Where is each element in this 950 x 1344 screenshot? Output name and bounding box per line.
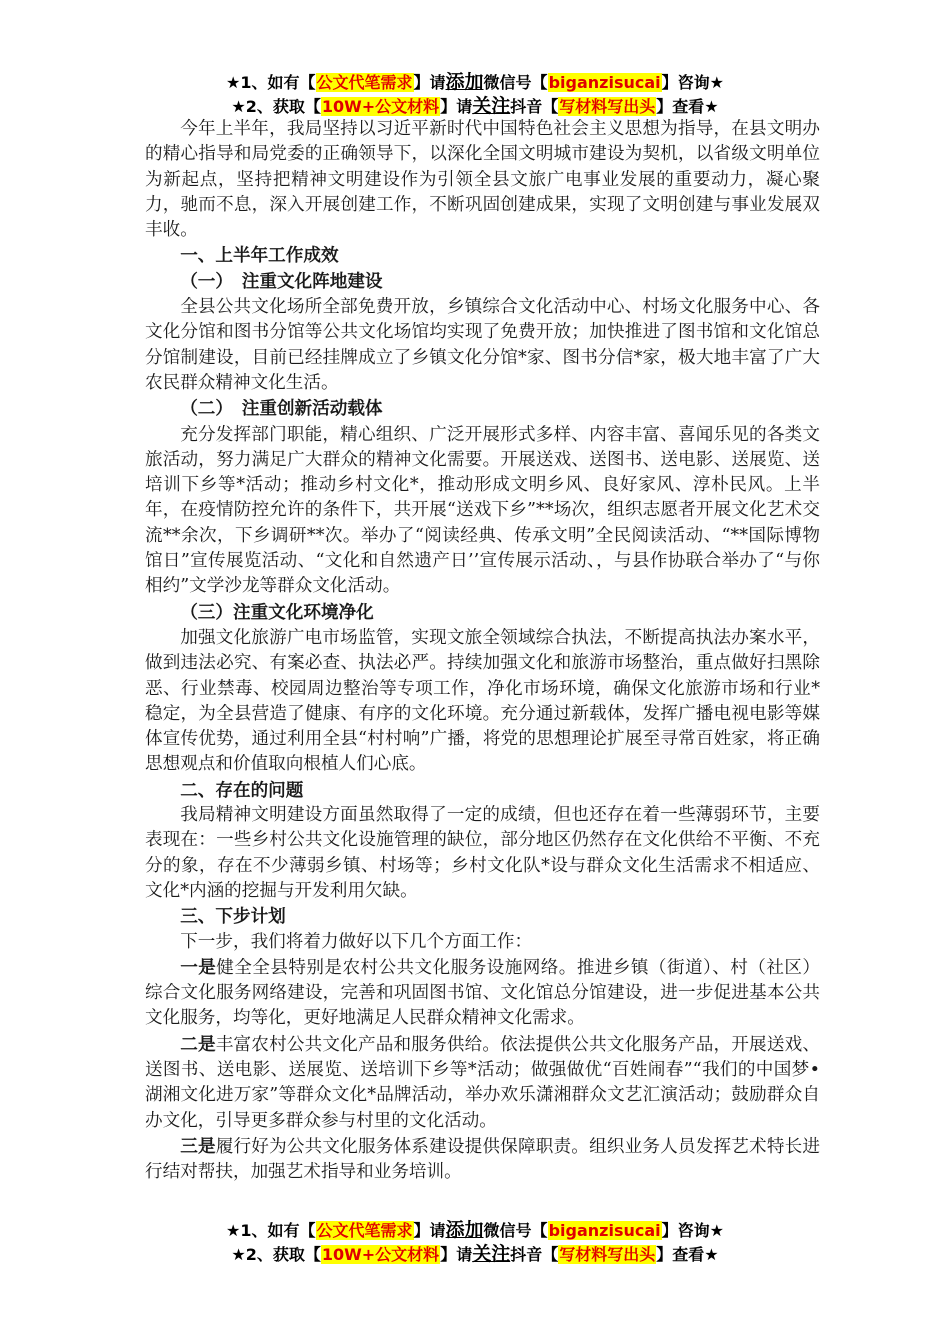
banner-text: 】请 [413,1221,446,1240]
plan-item-2 [145,1032,820,1134]
banner-text: 】请 [413,73,446,92]
section-heading-1: 一、上半年工作成效 [180,245,339,267]
banner-text: 】咨询★ [661,73,724,92]
banner-line-1 [0,1218,950,1242]
subsection-heading-1 [145,269,820,295]
paragraph-4: 我局精神文明建设方面虽然取得了一定的成绩，但也还存在着一些薄弱环节，主要表现在：一些乡村公共文化设施管理的缺位，部分地区仍然存在文化供给不平衡、不充分的象，存在不少薄弱乡镇、村场等；乡村文化队*设与群众文化生活需求不相适应、文化*内涵的挖掘与开发利用欠缺。 [145,805,820,901]
intro-paragraph: 今年上半年，我局坚持以习近平新时代中国特色社会主义思想为指导，在县文明办的精心指导和局党委的正确领导下，以深化全国文明城市建设为契机，以省级文明单位为新起点，坚持把精神文明建设作为引领全县文旅广电事业发展的重要动力，凝心聚力，驰而不息，深入开展创建工作，不断巩固创建成果，实现了文明创建与事业发展双丰收。 [145,119,820,241]
banner-text: 】咨询★ [661,1221,724,1240]
banner-line-1 [0,70,950,94]
banner-text: 】请 [440,97,473,116]
highlight-text: 10W+公文材料 [321,97,440,116]
emphasis-text: 关注 [472,95,511,117]
plan-item-lead: 二是 [180,1033,216,1055]
document-body [145,117,820,1185]
banner-text: ★2、获取【 [231,1245,321,1264]
wechat-id: biganzisucai [548,73,661,92]
banner-text: ★1、如有【 [226,1221,316,1240]
emphasis-text: 添加 [445,1219,484,1241]
plan-item-lead: 三是 [180,1135,216,1157]
banner-text: 微信号【 [483,1221,548,1240]
subsection-heading-3 [145,600,820,626]
plan-item-1 [145,955,820,1032]
banner-text: 】请 [440,1245,473,1264]
subsection-title: （一） 注重文化阵地建设 [180,271,383,292]
paragraph-5: 下一步，我们将着力做好以下几个方面工作： [180,931,533,952]
plan-item-text: 丰富农村公共文化产品和服务供给。依法提供公共文化服务产品，开展送戏、送图书、送电影、送展览、送培训下乡等*活动；做强做优“百姓闹春”“我们的中国梦•湖湘文化进万家”等群众文化*品牌活动，举办欢乐潇湘群众文艺汇演活动；鼓励群众自办文化，引导更多群众参与村里的文化活动。 [145,1034,820,1131]
banner-text: 微信号【 [483,73,548,92]
douyin-account: 写材料写出头 [559,1245,656,1264]
highlight-text: 10W+公文材料 [321,1245,440,1264]
banner-text: 】查看★ [656,1245,719,1264]
section-heading-3: 三、下步计划 [180,906,286,928]
douyin-account: 写材料写出头 [559,97,656,116]
wechat-id: biganzisucai [548,1221,661,1240]
plan-item-text: 履行好为公共文化服务体系建设提供保障职责。组织业务人员发挥艺术特长进行结对帮扶，加强艺术指导和业务培训。 [145,1136,820,1183]
banner-text: 抖音【 [510,1245,559,1264]
banner-text: 抖音【 [510,97,559,116]
paragraph-3: 加强文化旅游广电市场监管，实现文旅全领域综合执法，不断提高执法办案水平，做到违法必究、有案必查、执法必严。持续加强文化和旅游市场整治，重点做好扫黑除恶、行业禁毒、校园周边整治等专项工作，净化市场环境，确保文化旅游市场和行业*稳定，为全县营造了健康、有序的文化环境。充分通过新载体，发挥广播电视电影等媒体宣传优势，通过利用全县“村村响”广播，将党的思想理论扩展至寻常百姓家，将正确思想观点和价值取向根植人们心底。 [145,627,820,775]
paragraph-1: 全县公共文化场所全部免费开放，乡镇综合文化活动中心、村场文化服务中心、各文化分馆和图书分馆等公共文化场馆均实现了免费开放；加快推进了图书馆和文化馆总分馆制建设，目前已经挂牌成立了乡镇文化分馆*家、图书分信*家，极大地丰富了广大农民群众精神文化生活。 [145,297,820,393]
subsection-title: （三）注重文化环境净化 [180,602,374,623]
banner-text: ★2、获取【 [231,97,321,116]
subsection-title: （二） 注重创新活动载体 [180,399,383,420]
plan-item-3 [145,1134,820,1186]
highlight-text: 公文代笔需求 [316,1221,413,1240]
banner-line-2 [0,94,950,118]
banner-line-2 [0,1242,950,1266]
bottom-banner [0,1218,950,1266]
subsection-heading-2 [145,396,820,422]
emphasis-text: 关注 [472,1243,511,1265]
plan-item-text: 健全全县特别是农村公共文化服务设施网络。推进乡镇（街道）、村（社区）综合文化服务网络建设，完善和巩固图书馆、文化馆总分馆建设，进一步促进基本公共文化服务，均等化，更好地满足人民群众精神文化需求。 [145,957,820,1029]
banner-text: 】查看★ [656,97,719,116]
section-heading-2: 二、存在的问题 [180,779,304,801]
plan-item-lead: 一是 [180,956,217,978]
highlight-text: 公文代笔需求 [316,73,413,92]
banner-text: ★1、如有【 [226,73,316,92]
emphasis-text: 添加 [445,71,484,93]
top-banner [0,70,950,118]
paragraph-2: 充分发挥部门职能，精心组织、广泛开展形式多样、内容丰富、喜闻乐见的各类文旅活动，努力满足广大群众的精神文化需要。开展送戏、送图书、送电影、送展览、送培训下乡等*活动；推动乡村文化*，推动形成文明乡风、良好家风、淳朴民风。上半年，在疫情防控允许的条件下，共开展“送戏下乡”**场次，组织志愿者开展文化艺术交流**余次，下乡调研**次。举办了“阅读经典、传承文明”全民阅读活动、“**国际博物馆日”宣传展览活动、“文化和自然遗产日’’宣传展示活动、，与县作协联合举办了“与你相约”文学沙龙等群众文化活动。 [145,424,820,597]
